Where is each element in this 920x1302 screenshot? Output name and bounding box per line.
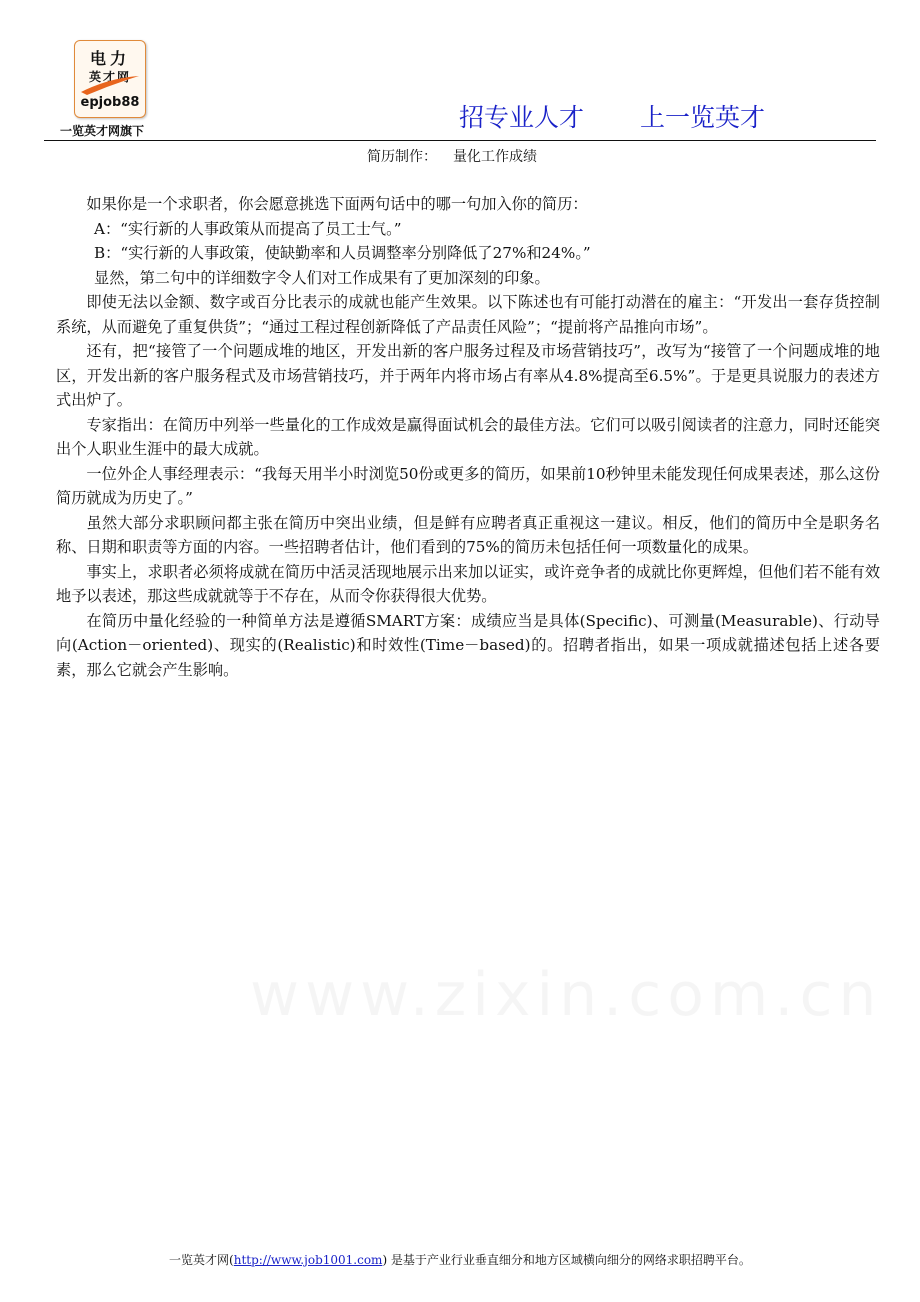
slogan-right: 上一览英才 <box>640 103 766 132</box>
paragraph: 还有，把“接管了一个问题成堆的地区，开发出新的客户服务过程及市场营销技巧”，改写为“接管了一个问题成堆的地区，开发出新的客户服务程式及市场营销技巧，并于两年内将市场占有率从4.8%提高至6.5%”。于是更具说服力的表述方式出炉了。 <box>56 342 880 409</box>
paragraph: 如果你是一个求职者，你会愿意挑选下面两句话中的哪一句加入你的简历： <box>86 195 588 213</box>
article-body <box>56 192 880 682</box>
footer-link[interactable]: http://www.job1001.com <box>233 1253 383 1267</box>
option-b: B：“实行新的人事政策，使缺勤率和人员调整率分别降低了27%和24%。” <box>94 244 591 262</box>
footer-prefix: 一览英才网( <box>169 1253 234 1267</box>
paragraph: 显然，第二句中的详细数字令人们对工作成果有了更加深刻的印象。 <box>94 268 550 287</box>
option-a: A：“实行新的人事政策从而提高了员工士气。” <box>94 219 402 238</box>
footer-suffix: ) 是基于产业行业垂直细分和地方区域横向细分的网络求职招聘平台。 <box>382 1253 751 1267</box>
paragraph: 即使无法以金额、数字或百分比表示的成就也能产生效果。以下陈述也有可能打动潜在的雇主：“开发出一套存货控制系统，从而避免了重复供货”；“通过工程过程创新降低了产品责任风险”；“提前将产品推向市场”。 <box>56 293 880 336</box>
logo-swoosh-icon <box>79 74 141 96</box>
watermark <box>250 960 882 1030</box>
paragraph: 专家指出：在简历中列举一些量化的工作成效是赢得面试机会的最佳方法。它们可以吸引阅读者的注意力，同时还能突出个人职业生涯中的最大成就。 <box>56 415 880 458</box>
logo-line-2: 英才网 <box>88 70 131 84</box>
logo-line-1: 电力 <box>89 49 130 68</box>
document-title <box>0 146 920 166</box>
subbrand-text: 一览英才网旗下 <box>60 124 145 138</box>
paragraph: 事实上，求职者必须将成就在简历中活灵活现地展示出来加以证实，或许竞争者的成就比你更辉煌，但他们若不能有效地予以表述，那这些成就就等于不存在，从而令你获得很大优势。 <box>56 562 880 605</box>
slogan-left: 招专业人才 <box>459 103 585 132</box>
paragraph: 一位外企人事经理表示：“我每天用半小时浏览50份或更多的简历，如果前10秒钟里未能发现任何成果表述，那么这份简历就成为历史了。” <box>56 464 880 507</box>
document-title-label: 简历制作： <box>367 149 437 165</box>
page-footer <box>0 1251 920 1268</box>
paragraph: 虽然大部分求职顾问都主张在简历中突出业绩，但是鲜有应聘者真正重视这一建议。相反，他们的简历中全是职务名称、日期和职责等方面的内容。一些招聘者估计，他们看到的75%的简历未包括任何一项数量化的成果。 <box>56 513 880 556</box>
paragraph: 在简历中量化经验的一种简单方法是遵循SMART方案：成绩应当是具体(Specific)、可测量(Measurable)、行动导向(Action－oriented)、现实的(Realistic)和时效性(Time－based)的。招聘者指出，如果一项成就描述包括上述各要素，那么它就会产生影响。 <box>56 611 880 679</box>
document-title-value: 量化工作成绩 <box>453 149 537 165</box>
epjob88-logo[interactable] <box>74 40 146 118</box>
header-divider <box>44 140 876 141</box>
logo-line-3: epjob88 <box>80 95 140 110</box>
